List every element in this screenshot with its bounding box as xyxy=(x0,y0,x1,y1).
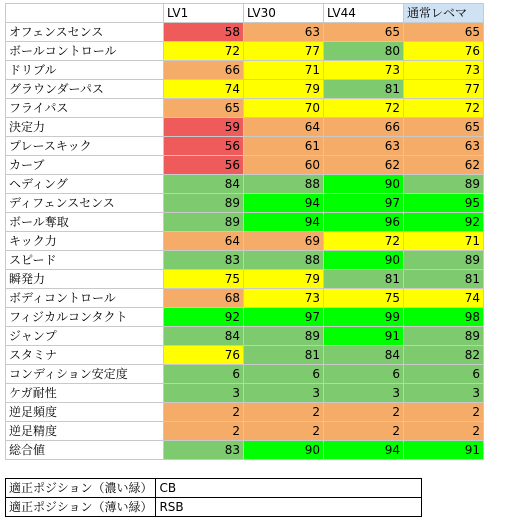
stat-value-cell[interactable]: 6 xyxy=(244,365,324,384)
column-header[interactable]: LV30 xyxy=(244,4,324,23)
table-row xyxy=(6,194,484,213)
stat-value-cell[interactable]: 72 xyxy=(164,42,244,61)
stat-value-cell[interactable]: 71 xyxy=(244,61,324,80)
position-table xyxy=(5,478,422,517)
stat-name-cell[interactable]: スタミナ xyxy=(6,346,164,365)
column-header[interactable]: LV1 xyxy=(164,4,244,23)
stat-value-cell[interactable]: 65 xyxy=(404,23,484,42)
stat-value-cell[interactable]: 58 xyxy=(164,23,244,42)
stat-value-cell[interactable]: 74 xyxy=(164,80,244,99)
stat-value-cell[interactable]: 73 xyxy=(244,289,324,308)
stat-value-cell[interactable]: 6 xyxy=(324,365,404,384)
player-stats-table xyxy=(5,3,484,460)
table-row xyxy=(6,251,484,270)
table-row xyxy=(6,403,484,422)
header-row xyxy=(6,4,484,23)
stat-value-cell[interactable]: 63 xyxy=(404,137,484,156)
stat-value-cell[interactable]: 89 xyxy=(404,327,484,346)
stat-value-cell[interactable]: 6 xyxy=(404,365,484,384)
table-row xyxy=(6,365,484,384)
stat-value-cell[interactable]: 92 xyxy=(164,308,244,327)
table-row xyxy=(6,42,484,61)
stat-value-cell[interactable]: 88 xyxy=(244,175,324,194)
stat-value-cell[interactable]: 95 xyxy=(404,194,484,213)
stat-value-cell[interactable]: 76 xyxy=(164,346,244,365)
stat-value-cell[interactable]: 68 xyxy=(164,289,244,308)
stat-value-cell[interactable]: 72 xyxy=(404,99,484,118)
table-row xyxy=(6,61,484,80)
stat-value-cell[interactable]: 91 xyxy=(324,327,404,346)
stat-value-cell[interactable]: 94 xyxy=(244,213,324,232)
stat-value-cell[interactable]: 75 xyxy=(324,289,404,308)
stat-value-cell[interactable]: 89 xyxy=(404,251,484,270)
stat-name-cell[interactable]: グラウンダーパス xyxy=(6,80,164,99)
stat-value-cell[interactable]: 79 xyxy=(244,80,324,99)
stat-value-cell[interactable]: 90 xyxy=(324,175,404,194)
stat-value-cell[interactable]: 3 xyxy=(324,384,404,403)
stat-name-cell[interactable]: ボール奪取 xyxy=(6,213,164,232)
header-corner-cell[interactable] xyxy=(6,4,164,23)
stat-value-cell[interactable]: 77 xyxy=(244,42,324,61)
table-row xyxy=(6,118,484,137)
table-row xyxy=(6,232,484,251)
stat-value-cell[interactable]: 3 xyxy=(404,384,484,403)
stat-value-cell[interactable]: 80 xyxy=(324,42,404,61)
stat-name-cell[interactable]: 逆足頻度 xyxy=(6,403,164,422)
stat-value-cell[interactable]: 83 xyxy=(164,251,244,270)
stat-value-cell[interactable]: 73 xyxy=(404,61,484,80)
stat-value-cell[interactable]: 2 xyxy=(164,422,244,441)
table-row xyxy=(6,175,484,194)
stat-name-cell[interactable]: スピード xyxy=(6,251,164,270)
stat-value-cell[interactable]: 3 xyxy=(164,384,244,403)
stat-value-cell[interactable]: 2 xyxy=(324,422,404,441)
table-row xyxy=(6,346,484,365)
position-value-cell[interactable]: CB xyxy=(156,479,422,498)
stat-value-cell[interactable]: 96 xyxy=(324,213,404,232)
table-row xyxy=(6,270,484,289)
stat-value-cell[interactable]: 89 xyxy=(404,175,484,194)
stat-value-cell[interactable]: 62 xyxy=(404,156,484,175)
table-row xyxy=(6,308,484,327)
stat-value-cell[interactable]: 84 xyxy=(164,327,244,346)
stat-value-cell[interactable]: 84 xyxy=(324,346,404,365)
stat-name-cell[interactable]: ケガ耐性 xyxy=(6,384,164,403)
stat-value-cell[interactable]: 3 xyxy=(244,384,324,403)
table-row xyxy=(6,327,484,346)
stat-value-cell[interactable]: 97 xyxy=(324,194,404,213)
stat-value-cell[interactable]: 89 xyxy=(164,194,244,213)
stat-name-cell[interactable]: 瞬発力 xyxy=(6,270,164,289)
table-row xyxy=(6,23,484,42)
stat-value-cell[interactable]: 69 xyxy=(244,232,324,251)
stat-value-cell[interactable]: 6 xyxy=(164,365,244,384)
stat-name-cell[interactable]: キック力 xyxy=(6,232,164,251)
stat-value-cell[interactable]: 81 xyxy=(324,80,404,99)
stat-name-cell[interactable]: 総合値 xyxy=(6,441,164,460)
stat-value-cell[interactable]: 72 xyxy=(324,99,404,118)
stat-name-cell[interactable]: フィジカルコンタクト xyxy=(6,308,164,327)
stat-value-cell[interactable]: 66 xyxy=(324,118,404,137)
column-header[interactable]: LV44 xyxy=(324,4,404,23)
stat-value-cell[interactable]: 63 xyxy=(244,23,324,42)
stat-value-cell[interactable]: 90 xyxy=(244,441,324,460)
stat-value-cell[interactable]: 59 xyxy=(164,118,244,137)
stat-value-cell[interactable]: 81 xyxy=(324,270,404,289)
stat-value-cell[interactable]: 64 xyxy=(164,232,244,251)
stat-value-cell[interactable]: 62 xyxy=(324,156,404,175)
stat-name-cell[interactable]: オフェンスセンス xyxy=(6,23,164,42)
stat-value-cell[interactable]: 88 xyxy=(244,251,324,270)
position-label-cell[interactable]: 適正ポジション（薄い緑） xyxy=(6,498,156,517)
stat-value-cell[interactable]: 72 xyxy=(324,232,404,251)
stat-value-cell[interactable]: 2 xyxy=(244,403,324,422)
stat-value-cell[interactable]: 65 xyxy=(404,118,484,137)
stats-table-body xyxy=(6,4,484,460)
stat-value-cell[interactable]: 75 xyxy=(164,270,244,289)
stat-value-cell[interactable]: 84 xyxy=(164,175,244,194)
position-label-cell[interactable]: 適正ポジション（濃い緑） xyxy=(6,479,156,498)
stat-value-cell[interactable]: 2 xyxy=(164,403,244,422)
stat-name-cell[interactable]: ドリブル xyxy=(6,61,164,80)
table-row xyxy=(6,384,484,403)
table-row xyxy=(6,99,484,118)
stat-value-cell[interactable]: 65 xyxy=(164,99,244,118)
stat-value-cell[interactable]: 74 xyxy=(404,289,484,308)
stat-value-cell[interactable]: 89 xyxy=(164,213,244,232)
stat-value-cell[interactable]: 83 xyxy=(164,441,244,460)
stat-name-cell[interactable]: ジャンプ xyxy=(6,327,164,346)
stat-value-cell[interactable]: 2 xyxy=(244,422,324,441)
stat-name-cell[interactable]: ボールコントロール xyxy=(6,42,164,61)
stat-name-cell[interactable]: カーブ xyxy=(6,156,164,175)
stat-value-cell[interactable]: 61 xyxy=(244,137,324,156)
stat-value-cell[interactable]: 94 xyxy=(324,441,404,460)
stat-value-cell[interactable]: 79 xyxy=(244,270,324,289)
stat-value-cell[interactable]: 64 xyxy=(244,118,324,137)
stat-value-cell[interactable]: 98 xyxy=(404,308,484,327)
table-row xyxy=(6,137,484,156)
stat-value-cell[interactable]: 56 xyxy=(164,137,244,156)
stat-value-cell[interactable]: 77 xyxy=(404,80,484,99)
position-value-cell[interactable]: RSB xyxy=(156,498,422,517)
table-row xyxy=(6,422,484,441)
stat-value-cell[interactable]: 60 xyxy=(244,156,324,175)
stat-value-cell[interactable]: 99 xyxy=(324,308,404,327)
stat-value-cell[interactable]: 82 xyxy=(404,346,484,365)
table-row xyxy=(6,80,484,99)
stat-name-cell[interactable]: フライパス xyxy=(6,99,164,118)
stat-value-cell[interactable]: 81 xyxy=(244,346,324,365)
stat-value-cell[interactable]: 92 xyxy=(404,213,484,232)
table-row xyxy=(6,156,484,175)
stat-name-cell[interactable]: プレースキック xyxy=(6,137,164,156)
stat-value-cell[interactable]: 70 xyxy=(244,99,324,118)
stat-value-cell[interactable]: 56 xyxy=(164,156,244,175)
stat-value-cell[interactable]: 94 xyxy=(244,194,324,213)
table-row xyxy=(6,441,484,460)
position-row xyxy=(6,479,422,498)
stat-value-cell[interactable]: 89 xyxy=(244,327,324,346)
stat-value-cell[interactable]: 71 xyxy=(404,232,484,251)
stat-value-cell[interactable]: 2 xyxy=(404,403,484,422)
stat-name-cell[interactable]: ボディコントロール xyxy=(6,289,164,308)
table-row xyxy=(6,213,484,232)
stat-name-cell[interactable]: 逆足精度 xyxy=(6,422,164,441)
stat-name-cell[interactable]: 決定力 xyxy=(6,118,164,137)
stat-value-cell[interactable]: 90 xyxy=(324,251,404,270)
stat-value-cell[interactable]: 2 xyxy=(404,422,484,441)
column-header[interactable]: 通常レベマ xyxy=(404,4,484,23)
table-row xyxy=(6,289,484,308)
stat-name-cell[interactable]: ディフェンスセンス xyxy=(6,194,164,213)
stat-value-cell[interactable]: 97 xyxy=(244,308,324,327)
stat-name-cell[interactable]: ヘディング xyxy=(6,175,164,194)
stat-name-cell[interactable]: コンディション安定度 xyxy=(6,365,164,384)
stat-value-cell[interactable]: 2 xyxy=(324,403,404,422)
stat-value-cell[interactable]: 65 xyxy=(324,23,404,42)
stat-value-cell[interactable]: 81 xyxy=(404,270,484,289)
position-row xyxy=(6,498,422,517)
stat-value-cell[interactable]: 66 xyxy=(164,61,244,80)
stat-value-cell[interactable]: 73 xyxy=(324,61,404,80)
position-table-body xyxy=(6,479,422,517)
stat-value-cell[interactable]: 76 xyxy=(404,42,484,61)
stat-value-cell[interactable]: 91 xyxy=(404,441,484,460)
stat-value-cell[interactable]: 63 xyxy=(324,137,404,156)
